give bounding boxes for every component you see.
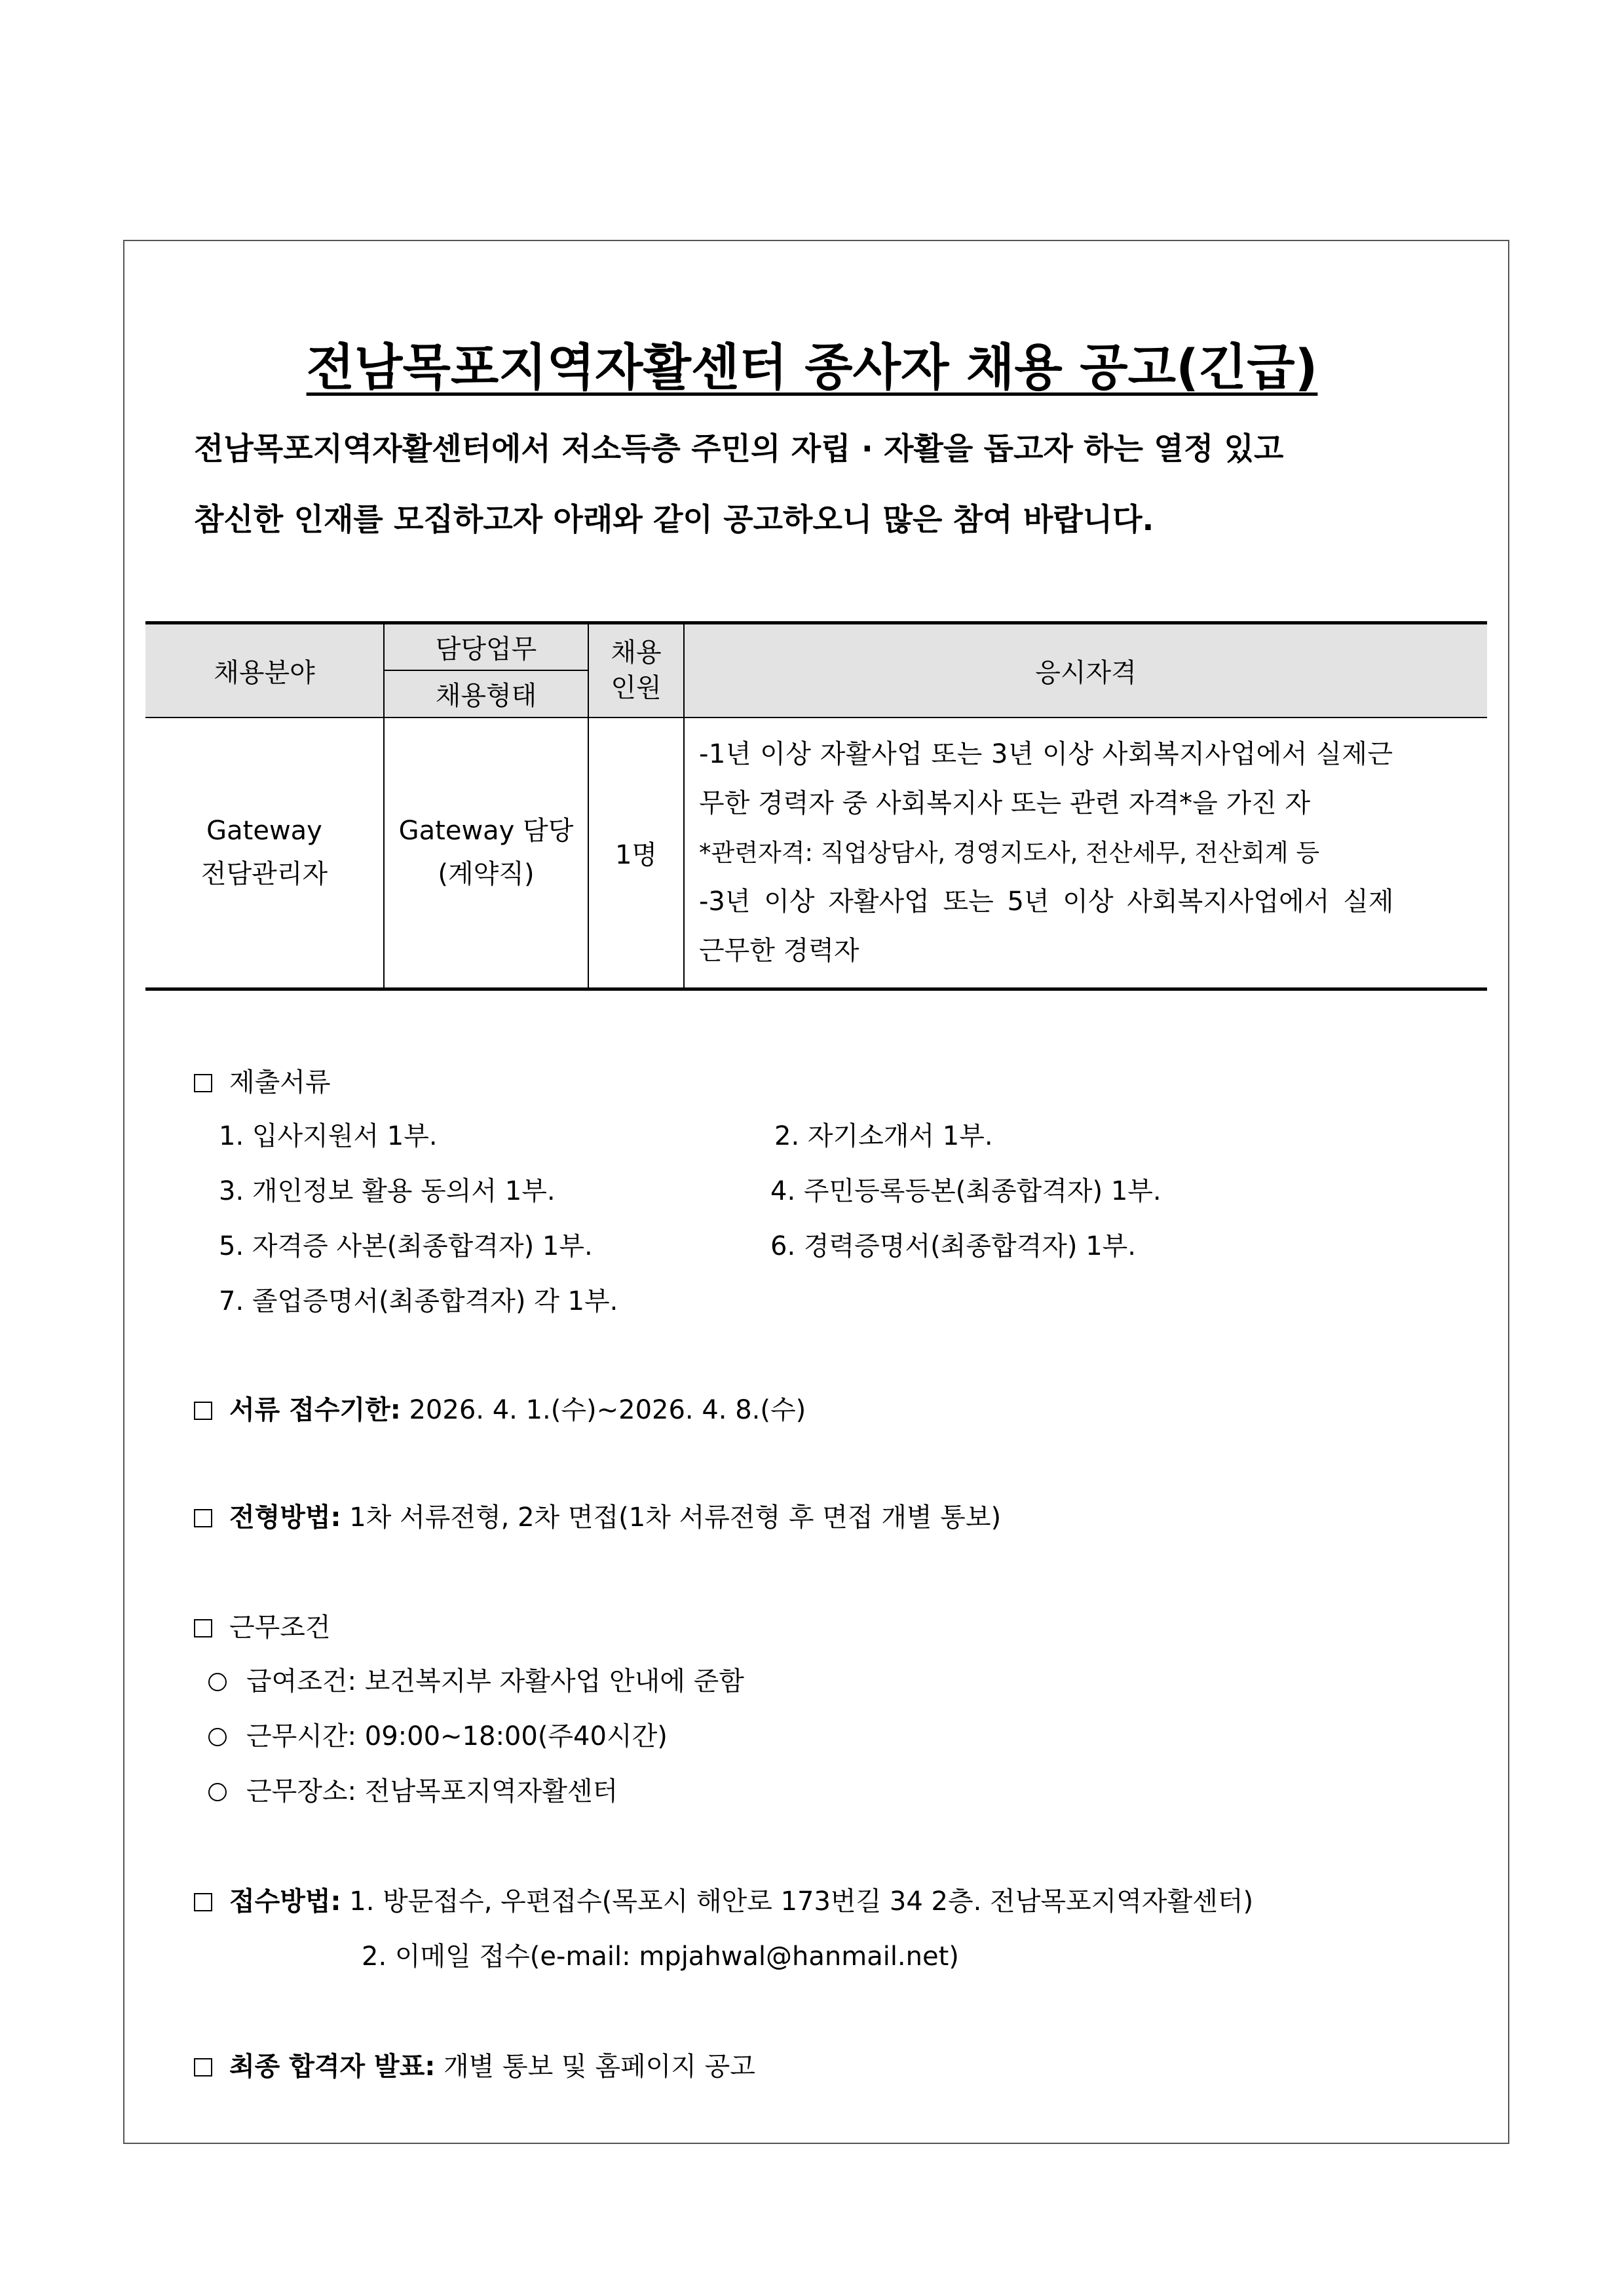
qual-line-3: *관련자격: 직업상담사, 경영지도사, 전산세무, 전산회계 등 [699, 838, 1320, 867]
cell-field [145, 718, 384, 989]
header-count-text: 채용 인원 [611, 638, 662, 704]
selection-label: 전형방법: [229, 1502, 341, 1533]
duty-line-2: (계약직) [438, 859, 535, 889]
document-item-3: 3. 개인정보 활용 동의서 1부. [219, 1176, 556, 1206]
qual-line-5: 근무한 경력자 [699, 935, 859, 966]
checkbox-icon [194, 1074, 212, 1092]
checkbox-icon [194, 2058, 212, 2076]
deadline-label: 서류 접수기한: [229, 1395, 401, 1425]
document-item-1: 1. 입사지원서 1부. [219, 1121, 438, 1151]
document-item-5: 5. 자격증 사본(최종합격자) 1부. [219, 1231, 593, 1261]
checkbox-icon [194, 1402, 212, 1420]
circle-bullet-icon [208, 1673, 227, 1691]
application-method-2: 2. 이메일 접수(e-mail: mpjahwal@hanmail.net) [362, 1942, 959, 1972]
deadline-line [194, 1389, 806, 1426]
application-label: 접수방법: [229, 1886, 341, 1917]
circle-bullet-icon [208, 1783, 227, 1801]
checkbox-icon [194, 1509, 212, 1527]
header-duty: 담당업무 [384, 623, 588, 670]
application-method-1: 1. 방문접수, 우편접수(목포시 해안로 173번길 34 2층. 전남목포지역자활센터) [349, 1886, 1254, 1917]
condition-item-3: 근무장소: 전남목포지역자활센터 [208, 1770, 618, 1808]
announcement-label: 최종 합격자 발표: [229, 2052, 436, 2082]
cell-qualification [684, 718, 1487, 989]
document-item-6: 6. 경력증명서(최종합격자) 1부. [770, 1231, 1137, 1261]
header-field: 채용분야 [145, 623, 384, 718]
checkbox-icon [194, 1893, 212, 1911]
qual-line-4: -3년 이상 자활사업 또는 5년 이상 사회복지사업에서 실제 [699, 886, 1394, 917]
circle-bullet-icon [208, 1728, 227, 1746]
announcement-line [194, 2046, 755, 2083]
page-title: 전남목포지역자활센터 종사자 채용 공고(긴급) [306, 338, 1318, 396]
condition-item-2: 근무시간: 09:00~18:00(주40시간) [208, 1715, 668, 1753]
header-qualification: 응시자격 [684, 623, 1487, 718]
checkbox-icon [194, 1619, 212, 1637]
deadline-value: 2026. 4. 1.(수)~2026. 4. 8.(수) [409, 1395, 806, 1425]
intro-line-2: 참신한 인재를 모집하고자 아래와 같이 공고하오니 많은 참여 바랍니다. [194, 502, 1154, 538]
announcement-value: 개별 통보 및 홈페이지 공고 [444, 2052, 755, 2082]
header-count [588, 623, 684, 718]
qual-line-1: -1년 이상 자활사업 또는 3년 이상 사회복지사업에서 실제근 [699, 738, 1393, 769]
qual-line-2: 무한 경력자 중 사회복지사 또는 관련 자격*을 가진 자 [699, 788, 1311, 818]
recruitment-table [145, 621, 1487, 991]
selection-line [194, 1497, 1001, 1534]
cell-duty [384, 718, 588, 989]
document-item-4: 4. 주민등록등본(최종합격자) 1부. [770, 1176, 1161, 1206]
conditions-heading: 근무조건 [194, 1607, 331, 1644]
condition-item-1: 급여조건: 보건복지부 자활사업 안내에 준함 [208, 1660, 744, 1698]
cell-count: 1명 [588, 718, 684, 989]
header-type: 채용형태 [384, 670, 588, 718]
field-line-2: 전담관리자 [200, 859, 328, 889]
document-item-7: 7. 졸업증명서(최종합격자) 각 1부. [219, 1286, 618, 1316]
selection-value: 1차 서류전형, 2차 면접(1차 서류전형 후 면접 개별 통보) [349, 1502, 1002, 1533]
field-line-1: Gateway [206, 816, 322, 846]
intro-line-1: 전남목포지역자활센터에서 저소득층 주민의 자립 · 자활을 돕고자 하는 열정 있고 [194, 431, 1284, 467]
duty-line-1: Gateway 담당 [398, 816, 574, 846]
document-item-2: 2. 자기소개서 1부. [774, 1121, 993, 1151]
application-line-1 [194, 1881, 1253, 1918]
documents-heading: 제출서류 [194, 1062, 331, 1099]
